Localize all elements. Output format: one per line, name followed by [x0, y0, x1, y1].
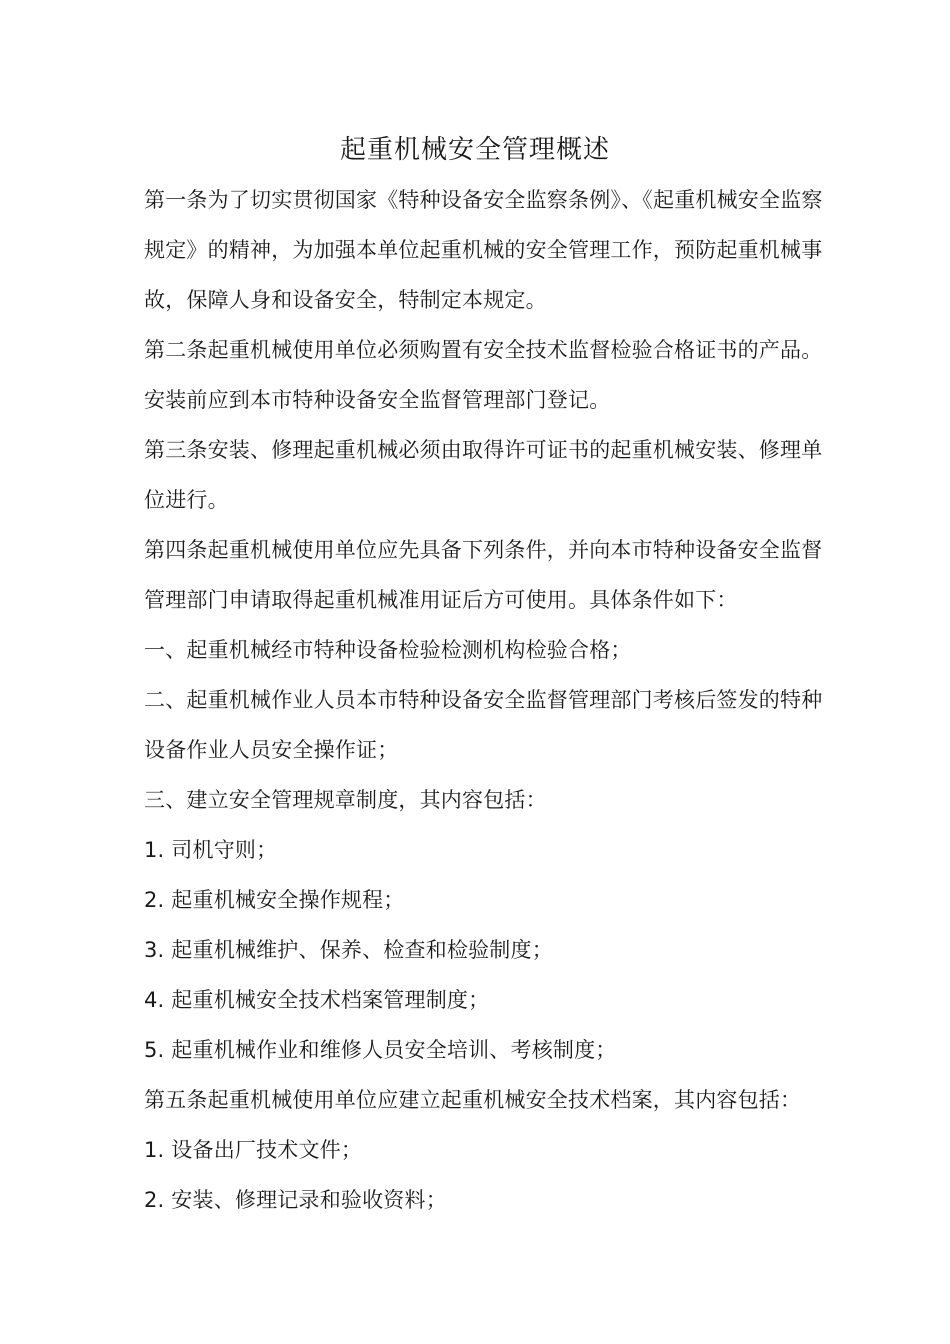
document-body — [144, 175, 824, 1225]
paragraph-article-4: 第四条起重机械使用单位应先具备下列条件，并向本市特种设备安全监督管理部门申请取得起重机械准用证后方可使用。具体条件如下： — [144, 538, 823, 612]
list-item-condition-3: 三、建立安全管理规章制度，其内容包括： — [144, 788, 547, 812]
list-item-rule-3: 3. 起重机械维护、保养、检查和检验制度； — [144, 938, 553, 962]
paragraph-article-5: 第五条起重机械使用单位应建立起重机械安全技术档案，其内容包括： — [144, 1088, 802, 1112]
list-item-rule-1: 1. 司机守则； — [144, 838, 278, 862]
document-title: 起重机械安全管理概述 — [339, 135, 610, 165]
list-item-archive-2: 2. 安装、修理记录和验收资料； — [144, 1188, 447, 1212]
paragraph-article-3: 第三条安装、修理起重机械必须由取得许可证书的起重机械安装、修理单位进行。 — [144, 438, 823, 512]
paragraph-article-2: 第二条起重机械使用单位必须购置有安全技术监督检验合格证书的产品。安装前应到本市特种设备安全监督管理部门登记。 — [144, 338, 823, 412]
list-item-archive-1: 1. 设备出厂技术文件； — [144, 1138, 363, 1162]
list-item-rule-4: 4. 起重机械安全技术档案管理制度； — [144, 988, 490, 1012]
list-item-condition-2: 二、起重机械作业人员本市特种设备安全监督管理部门考核后签发的特种设备作业人员安全操作证； — [144, 688, 823, 762]
list-item-rule-5: 5. 起重机械作业和维修人员安全培训、考核制度； — [144, 1038, 617, 1062]
list-item-condition-1: 一、起重机械经市特种设备检验检测机构检验合格； — [144, 638, 632, 662]
list-item-rule-2: 2. 起重机械安全操作规程； — [144, 888, 405, 912]
paragraph-article-1: 第一条为了切实贯彻国家《特种设备安全监察条例》、《起重机械安全监察规定》的精神，为加强本单位起重机械的安全管理工作，预防起重机械事故，保障人身和设备安全，特制定本规定。 — [144, 188, 823, 312]
